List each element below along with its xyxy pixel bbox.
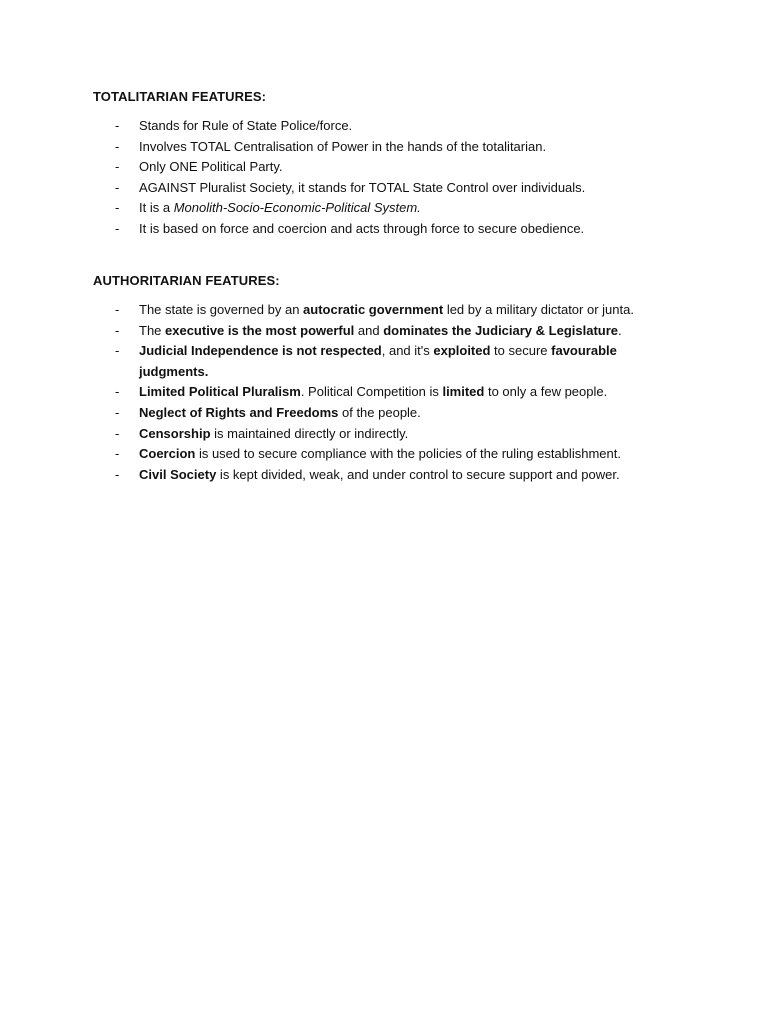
bullet-dash: - <box>115 466 120 482</box>
item-text: to secure <box>490 343 552 359</box>
bold-text: Civil Society <box>139 466 217 482</box>
list-item <box>93 300 687 321</box>
bullet-dash: - <box>115 384 120 400</box>
item-text: Only ONE Political Party. <box>139 159 283 175</box>
bold-text: Neglect of Rights and Freedoms <box>139 404 339 420</box>
list-item <box>93 403 687 424</box>
list-item <box>93 219 687 240</box>
bold-text: Judicial Independence is not respected <box>139 343 382 359</box>
item-text: Stands for Rule of State Police/force. <box>139 118 353 133</box>
item-text: of the people. <box>338 404 421 420</box>
section-heading: TOTALITARIAN FEATURES: <box>93 89 267 104</box>
bold-text: favourable judgments. <box>139 343 617 379</box>
bullet-dash: - <box>115 343 120 359</box>
item-text: It is based on force and coercion and acts through force to secure obedience. <box>139 220 585 236</box>
item-text: led by a military dictator or junta. <box>443 302 634 317</box>
list-item <box>93 424 687 445</box>
item-text: AGAINST Pluralist Society, it stands for TOTAL State Control over individuals. <box>139 179 586 195</box>
bold-text: autocratic government <box>303 302 444 317</box>
bold-text: Coercion <box>139 446 196 462</box>
item-text: is used to secure compliance with the policies of the ruling establishment. <box>195 446 621 462</box>
item-text: is kept divided, weak, and under control to secure support and power. <box>216 466 620 482</box>
item-text: to only a few people. <box>484 384 608 400</box>
item-text: It is a <box>139 200 174 216</box>
list-item <box>93 178 687 199</box>
bullet-dash: - <box>115 322 120 338</box>
item-text: . Political Competition is <box>300 384 443 400</box>
item-text: and <box>354 322 384 338</box>
list-item <box>93 444 687 465</box>
bullet-dash: - <box>115 446 120 462</box>
list-item <box>93 465 687 486</box>
item-text: is maintained directly or indirectly. <box>210 425 409 441</box>
bold-text: Limited Political Pluralism <box>139 384 301 400</box>
item-text: , and it's <box>381 343 434 359</box>
bullet-dash: - <box>115 220 120 236</box>
list-item <box>93 137 687 158</box>
bullet-dash: - <box>115 302 120 317</box>
feature-list <box>93 116 693 240</box>
bold-text: exploited <box>433 343 491 359</box>
section-heading: AUTHORITARIAN FEATURES: <box>93 273 280 288</box>
item-text: The state is governed by an <box>139 302 304 317</box>
bullet-dash: - <box>115 118 120 133</box>
list-item <box>93 382 687 403</box>
list-item <box>93 341 687 382</box>
item-text: The <box>139 322 166 338</box>
bullet-dash: - <box>115 425 120 441</box>
bullet-dash: - <box>115 159 120 175</box>
item-text: . <box>618 322 622 338</box>
bold-text: dominates the Judiciary & Legislature <box>383 322 619 338</box>
bold-text: limited <box>442 384 485 400</box>
authoritarian-section <box>93 272 693 485</box>
list-item <box>93 116 687 137</box>
list-item <box>93 198 687 219</box>
bold-text: executive is the most powerful <box>165 322 355 338</box>
bullet-dash: - <box>115 179 120 195</box>
bullet-dash: - <box>115 200 120 216</box>
bullet-dash: - <box>115 404 120 420</box>
list-item <box>93 321 687 342</box>
bold-text: Censorship <box>139 425 211 441</box>
feature-list <box>93 300 693 485</box>
item-text: Involves TOTAL Centralisation of Power in the hands of the totalitarian. <box>139 138 547 154</box>
totalitarian-section <box>93 88 693 240</box>
bullet-dash: - <box>115 138 120 154</box>
list-item <box>93 157 687 178</box>
italic-text: Monolith-Socio-Economic-Political System. <box>173 200 421 216</box>
